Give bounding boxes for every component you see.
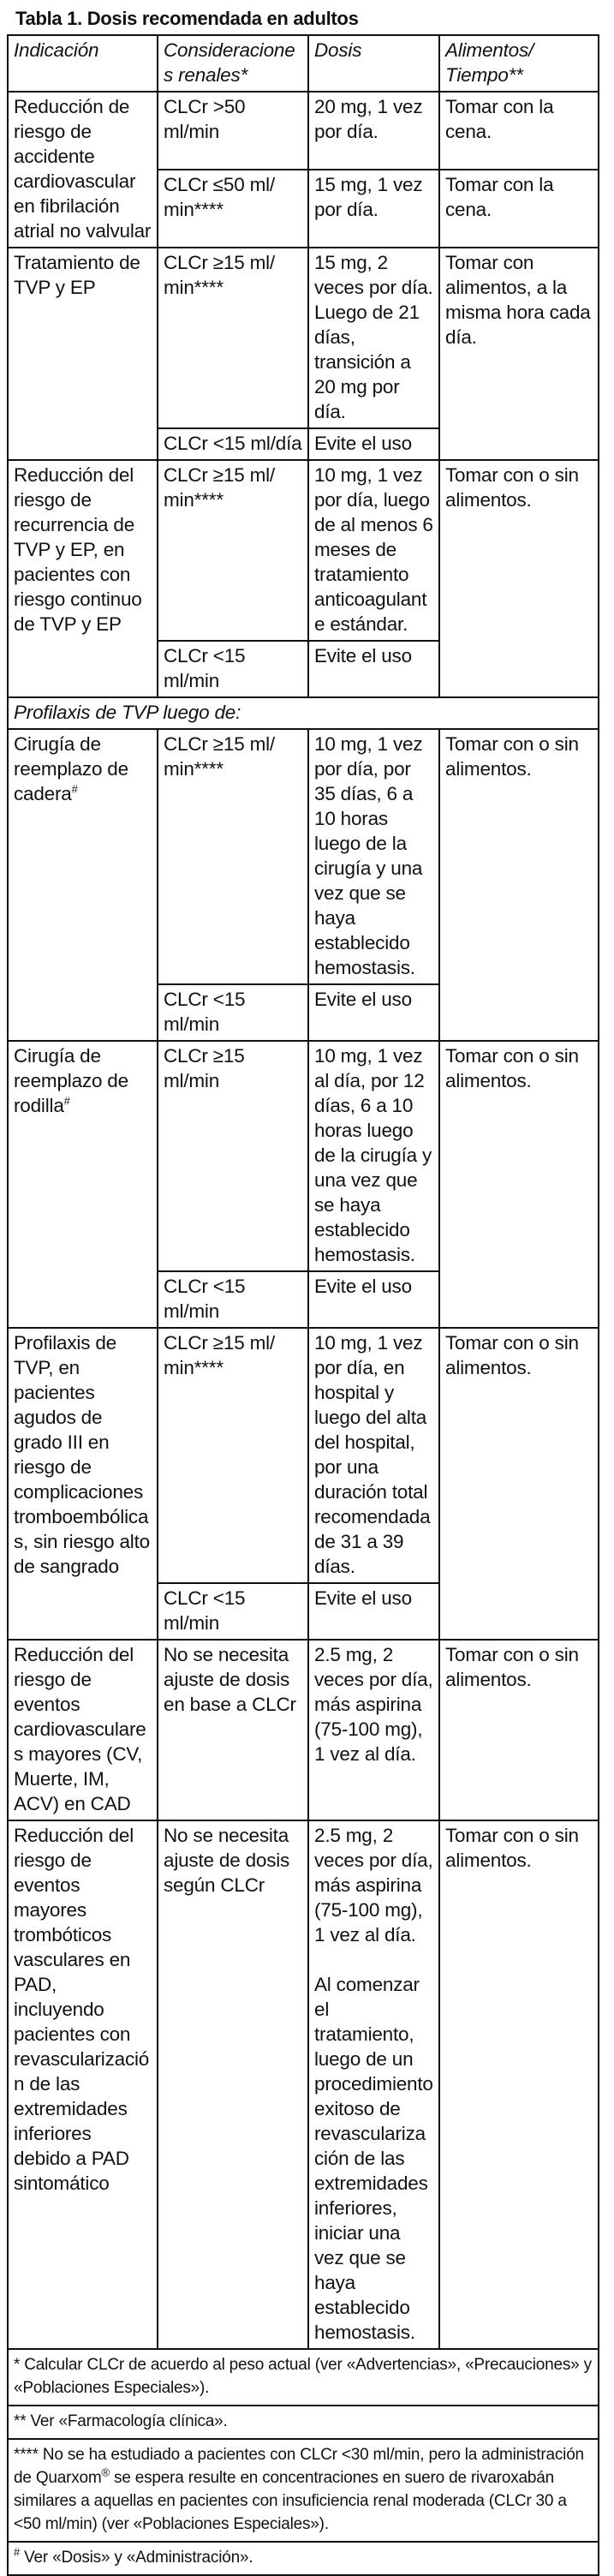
dose-cell: Evite el uso: [308, 1271, 439, 1328]
renal-cell: No se necesita ajuste de dosis en base a CLCr: [158, 1640, 308, 1820]
renal-cell: CLCr ≤50 ml/ min****: [158, 170, 308, 248]
indication-cell: Reducción del riesgo de eventos cardiovasculares mayores (CV, Muerte, IM, ACV) en CAD: [8, 1640, 158, 1820]
food-cell: Tomar con o sin alimentos.: [439, 460, 599, 697]
footnote-1: * Calcular CLCr de acuerdo al peso actual (ver «Advertencias», «Precauciones» y «Poblaciones Especiales»).: [8, 2349, 599, 2406]
indication-cell: Reducción del riesgo de eventos mayores trombóticos vasculares en PAD, incluyendo pacientes con revascularización de las extremidades inferiores debido a PAD sintomático: [8, 1820, 158, 2349]
dose-note: Al comenzar el tratamiento, luego de un procedimiento exitoso de revascularización de las extremidades inferiores, iniciar una vez que se haya establecido hemostasis.: [314, 1974, 433, 2343]
renal-cell: CLCr <15 ml/min: [158, 1583, 308, 1640]
header-food: Alimentos/ Tiempo**: [439, 35, 599, 92]
indication-cell: Reducción del riesgo de recurrencia de TVP y EP, en pacientes con riesgo continuo de TVP y EP: [8, 460, 158, 697]
food-cell: Tomar con o sin alimentos.: [439, 1820, 599, 2349]
table-title: Tabla 1. Dosis recomendada en adultos: [15, 8, 359, 29]
dose-cell: 10 mg, 1 vez por día, por 35 días, 6 a 10 horas luego de la cirugía y una vez que se haya establecido hemostasis.: [308, 729, 439, 984]
renal-cell: CLCr ≥15 ml/ min****: [158, 248, 308, 428]
dose-cell: Evite el uso: [308, 984, 439, 1041]
table-row: [8, 1640, 599, 1820]
dose-cell: 10 mg, 1 vez por día, en hospital y luego del alta del hospital, por una duración total recomendada de 31 a 39 días.: [308, 1328, 439, 1583]
table-row: [8, 729, 599, 984]
header-row: [8, 35, 599, 92]
renal-cell: CLCr >50 ml/min: [158, 92, 308, 170]
renal-cell: CLCr ≥15 ml/ min****: [158, 729, 308, 984]
dosage-table: [7, 34, 599, 2576]
dose-cell: Evite el uso: [308, 1583, 439, 1640]
dose-cell: 10 mg, 1 vez al día, por 12 días, 6 a 10 horas luego de la cirugía y una vez que se haya establecido hemostasis.: [308, 1041, 439, 1271]
dose-cell: 20 mg, 1 vez por día.: [308, 92, 439, 170]
renal-cell: CLCr ≥15 ml/min: [158, 1041, 308, 1271]
renal-cell: CLCr <15 ml/min: [158, 1271, 308, 1328]
indication-cell: Tratamiento de TVP y EP: [8, 248, 158, 460]
section-label: Profilaxis de TVP luego de:: [8, 697, 599, 729]
food-cell: Tomar con o sin alimentos.: [439, 1328, 599, 1640]
section-row: [8, 697, 599, 729]
food-cell: Tomar con o sin alimentos.: [439, 1640, 599, 1820]
document: [7, 7, 609, 2576]
header-renal: Consideraciones renales*: [158, 35, 308, 92]
footnote-row: [8, 2406, 599, 2439]
indication-text: Cirugía de reemplazo de cadera: [14, 733, 128, 804]
table-row: [8, 248, 599, 428]
dose-text: 2.5 mg, 2 veces por día, más aspirina (75-100 mg), 1 vez al día.: [314, 1825, 433, 1945]
food-cell: Tomar con la cena.: [439, 170, 599, 248]
food-cell: Tomar con alimentos, a la misma hora cada día.: [439, 248, 599, 460]
header-indication: Indicación: [8, 35, 158, 92]
dose-cell: 15 mg, 2 veces por día. Luego de 21 días, transición a 20 mg por día.: [308, 248, 439, 428]
footnote-4-text: Ver «Dosis» y «Administración».: [20, 2549, 253, 2567]
indication-cell: Profilaxis de TVP, en pacientes agudos de grado III en riesgo de complicaciones tromboembólicas, sin riesgo alto de sangrado: [8, 1328, 158, 1640]
dose-cell: 15 mg, 1 vez por día.: [308, 170, 439, 248]
footnote-row: [8, 2439, 599, 2542]
renal-cell: CLCr ≥15 ml/ min****: [158, 460, 308, 641]
dose-cell: 10 mg, 1 vez por día, luego de al menos 6 meses de tratamiento anticoagulante estándar.: [308, 460, 439, 641]
footnote-3-text-b: se espera resulte en concentraciones en suero de rivaroxabán similares a aquellas en pacientes con insuficiencia renal moderada (CLCr 30 a <50 ml/min) (ver «Poblaciones Especiales»).: [14, 2469, 567, 2533]
indication-cell: [8, 729, 158, 1041]
indication-cell: [8, 1041, 158, 1328]
renal-cell: CLCr <15 ml/min: [158, 641, 308, 697]
renal-cell: CLCr <15 ml/día: [158, 428, 308, 460]
dose-cell: 2.5 mg, 2 veces por día, más aspirina (75-100 mg), 1 vez al día.: [308, 1640, 439, 1820]
table-row: [8, 92, 599, 170]
footnote-mark: #: [63, 1094, 70, 1108]
food-cell: Tomar con o sin alimentos.: [439, 1041, 599, 1328]
table-row: [8, 1328, 599, 1583]
food-cell: Tomar con la cena.: [439, 92, 599, 170]
renal-cell: CLCr ≥15 ml/ min****: [158, 1328, 308, 1583]
footnote-2: ** Ver «Farmacología clínica».: [8, 2406, 599, 2439]
footnote-mark: #: [71, 782, 78, 796]
indication-text: Cirugía de reemplazo de rodilla: [14, 1045, 128, 1116]
food-cell: Tomar con o sin alimentos.: [439, 729, 599, 1041]
footnote-3: [8, 2439, 599, 2542]
dose-cell: Evite el uso: [308, 428, 439, 460]
header-dose: Dosis: [308, 35, 439, 92]
registered-mark: ®: [101, 2465, 110, 2479]
footnote-4: [8, 2542, 599, 2575]
renal-cell: CLCr <15 ml/min: [158, 984, 308, 1041]
indication-cell: Reducción de riesgo de accidente cardiovascular en fibrilación atrial no valvular: [8, 92, 158, 248]
table-row: [8, 1820, 599, 2349]
footnote-mark: #: [14, 2545, 21, 2559]
footnote-row: [8, 2542, 599, 2575]
renal-cell: No se necesita ajuste de dosis según CLCr: [158, 1820, 308, 2349]
table-row: [8, 1041, 599, 1271]
table-row: [8, 460, 599, 641]
dose-cell: Evite el uso: [308, 641, 439, 697]
footnote-row: [8, 2349, 599, 2406]
dose-cell: [308, 1820, 439, 2349]
footnote-3-text-a: **** No se ha estudiado a pacientes con CLCr <30 ml/min, pero la administración de Quarxom: [14, 2446, 584, 2487]
